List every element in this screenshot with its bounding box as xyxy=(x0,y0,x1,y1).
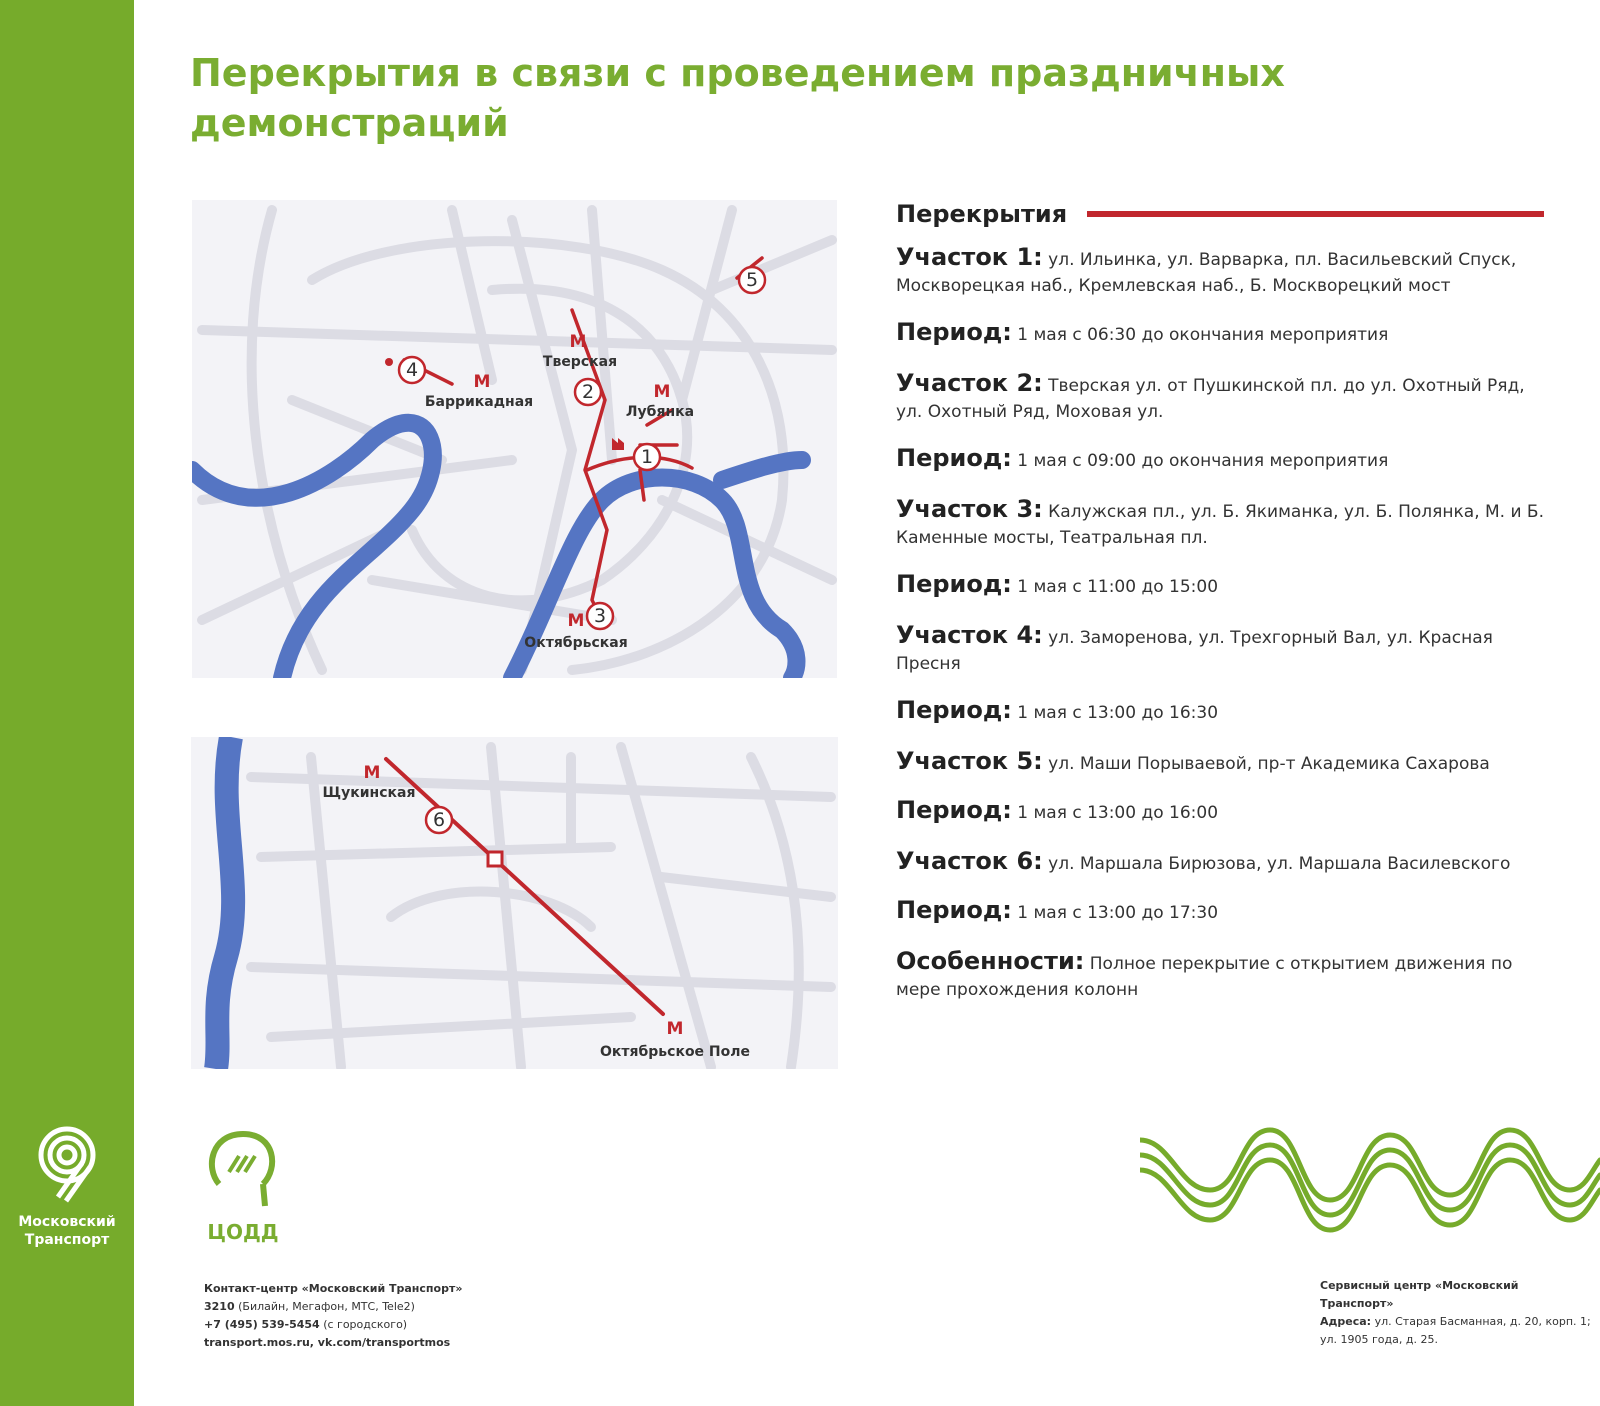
station-label-lubyanka: Лубянка xyxy=(625,404,695,420)
entry-key: Участок 4: xyxy=(896,621,1043,649)
closure-period-6 xyxy=(896,897,1556,926)
marker-number: 6 xyxy=(432,809,446,831)
brand-name-line-1: Московский xyxy=(18,1214,116,1230)
service-address-1: ул. Старая Басманная, д. 20, корп. 1; xyxy=(1374,1315,1591,1328)
entry-text: 1 мая с 13:00 до 16:30 xyxy=(1017,703,1219,723)
contact-title: Контакт-центр «Московский Транспорт» xyxy=(204,1282,463,1295)
entry-key: Участок 5: xyxy=(896,747,1043,775)
entry-key: Участок 1: xyxy=(896,243,1043,271)
entry-text: ул. Ильинка, ул. Варварка, пл. Васильевский Спуск, Москворецкая наб., Кремлевская наб., Б. Москворецкий мост xyxy=(896,250,1517,296)
marker-number: 3 xyxy=(593,605,607,627)
closures-panel xyxy=(896,196,1556,1003)
station-label-oktyabrskoye-pole: Октябрьское Поле xyxy=(599,1044,751,1060)
entry-key: Участок 6: xyxy=(896,847,1043,875)
entry-text: ул. Маршала Бирюзова, ул. Маршала Василевского xyxy=(1048,854,1511,874)
entry-text: 1 мая с 13:00 до 17:30 xyxy=(1017,903,1219,923)
brand-name xyxy=(14,1213,120,1249)
marker-number: 5 xyxy=(745,269,759,291)
closure-period-4 xyxy=(896,697,1556,726)
metro-icon-shchukinskaya: М xyxy=(363,763,381,783)
entry-key: Период: xyxy=(896,444,1012,472)
entry-text: ул. Заморенова, ул. Трехгорный Вал, ул. Красная Пресня xyxy=(896,628,1493,674)
service-center xyxy=(1320,1277,1592,1349)
metro-icon-tverskaya: М xyxy=(569,332,587,352)
closure-area-2 xyxy=(896,370,1556,425)
metro-icon-oktyabrskoye-pole: М xyxy=(666,1019,684,1039)
entry-key: Особенности: xyxy=(896,947,1085,975)
contact-short-number[interactable]: 3210 xyxy=(204,1300,235,1313)
moscow-transport-9-logo-icon xyxy=(30,1125,104,1205)
closure-notes xyxy=(896,948,1556,1003)
entry-key: Участок 2: xyxy=(896,369,1043,397)
station-label-barrikadnaya: Баррикадная xyxy=(424,394,534,410)
closure-period-3 xyxy=(896,571,1556,600)
station-label-oktyabrskaya: Октябрьская xyxy=(524,635,628,651)
entry-text: Калужская пл., ул. Б. Якиманка, ул. Б. Полянка, М. и Б. Каменные мосты, Театральная пл. xyxy=(896,502,1545,548)
entry-text: Тверская ул. от Пушкинской пл. до ул. Охотный Ряд, ул. Охотный Ряд, Моховая ул. xyxy=(896,376,1525,422)
entry-key: Период: xyxy=(896,318,1012,346)
closure-area-1 xyxy=(896,244,1556,299)
closure-marker-5 xyxy=(739,267,765,293)
service-title: Сервисный центр «Московский Транспорт» xyxy=(1320,1279,1519,1310)
entry-text: 1 мая с 11:00 до 15:00 xyxy=(1017,577,1219,597)
closure-area-3 xyxy=(896,496,1556,551)
entry-text: 1 мая с 13:00 до 16:00 xyxy=(1017,803,1219,823)
entry-key: Участок 3: xyxy=(896,495,1043,523)
closures-header xyxy=(896,196,1556,232)
closure-period-5 xyxy=(896,797,1556,826)
contact-phone[interactable]: +7 (495) 539-5454 xyxy=(204,1318,320,1331)
closure-area-4 xyxy=(896,622,1556,677)
codd-pin-icon xyxy=(205,1128,281,1208)
entry-key: Период: xyxy=(896,796,1012,824)
contact-short-number-note: (Билайн, Мегафон, МТС, Tele2) xyxy=(238,1300,415,1313)
closures-heading: Перекрытия xyxy=(896,200,1068,228)
entry-text: Полное перекрытие с открытием движения по мере прохождения колонн xyxy=(896,954,1513,1000)
service-address-2: ул. 1905 года, д. 25. xyxy=(1320,1333,1438,1346)
brand-sidebar xyxy=(0,0,134,1406)
entry-key: Период: xyxy=(896,896,1012,924)
contact-links[interactable]: transport.mos.ru, vk.com/transportmos xyxy=(204,1336,451,1349)
codd-label: ЦОДД xyxy=(207,1220,279,1244)
wave-ornament xyxy=(1140,1125,1600,1237)
closure-area-6 xyxy=(896,848,1556,877)
metro-icon-oktyabrskaya: М xyxy=(567,611,585,631)
closure-marker-6 xyxy=(426,807,452,833)
closure-marker-1 xyxy=(634,444,660,470)
closure-marker-4 xyxy=(399,357,425,383)
city-center-map xyxy=(192,200,837,678)
entry-key: Период: xyxy=(896,570,1012,598)
contact-phone-note: (с городского) xyxy=(323,1318,408,1331)
entry-key: Период: xyxy=(896,696,1012,724)
marker-number: 4 xyxy=(405,359,419,381)
closure-period-1 xyxy=(896,319,1556,348)
entry-text: 1 мая с 09:00 до окончания мероприятия xyxy=(1017,451,1389,471)
heading-rule xyxy=(1087,211,1544,217)
codd-logo xyxy=(200,1128,286,1244)
crossing-marker xyxy=(488,852,502,866)
brand-name-line-2: Транспорт xyxy=(24,1232,110,1248)
metro-icon-lubyanka: М xyxy=(653,382,671,402)
shchukinskaya-map xyxy=(191,737,838,1069)
station-label-shchukinskaya: Щукинская xyxy=(322,785,416,801)
metro-icon-barrikadnaya: М xyxy=(473,372,491,392)
entry-text: 1 мая с 06:30 до окончания мероприятия xyxy=(1017,325,1389,345)
page-title: Перекрытия в связи с проведением праздничных демонстраций xyxy=(190,51,1285,145)
entry-text: ул. Маши Порываевой, пр-т Академика Сахарова xyxy=(1048,754,1490,774)
contact-center xyxy=(204,1280,504,1352)
service-address-label: Адреса: xyxy=(1320,1315,1372,1328)
station-label-tverskaya: Тверская xyxy=(542,354,618,370)
closure-area-5 xyxy=(896,748,1556,777)
moscow-transport-logo xyxy=(14,1125,120,1249)
closure-marker-3 xyxy=(587,603,613,629)
closure-marker-2 xyxy=(575,379,601,405)
marker-number: 2 xyxy=(581,381,595,403)
marker-number: 1 xyxy=(640,446,654,468)
closure-period-2 xyxy=(896,445,1556,474)
closure-point-4 xyxy=(385,358,393,366)
